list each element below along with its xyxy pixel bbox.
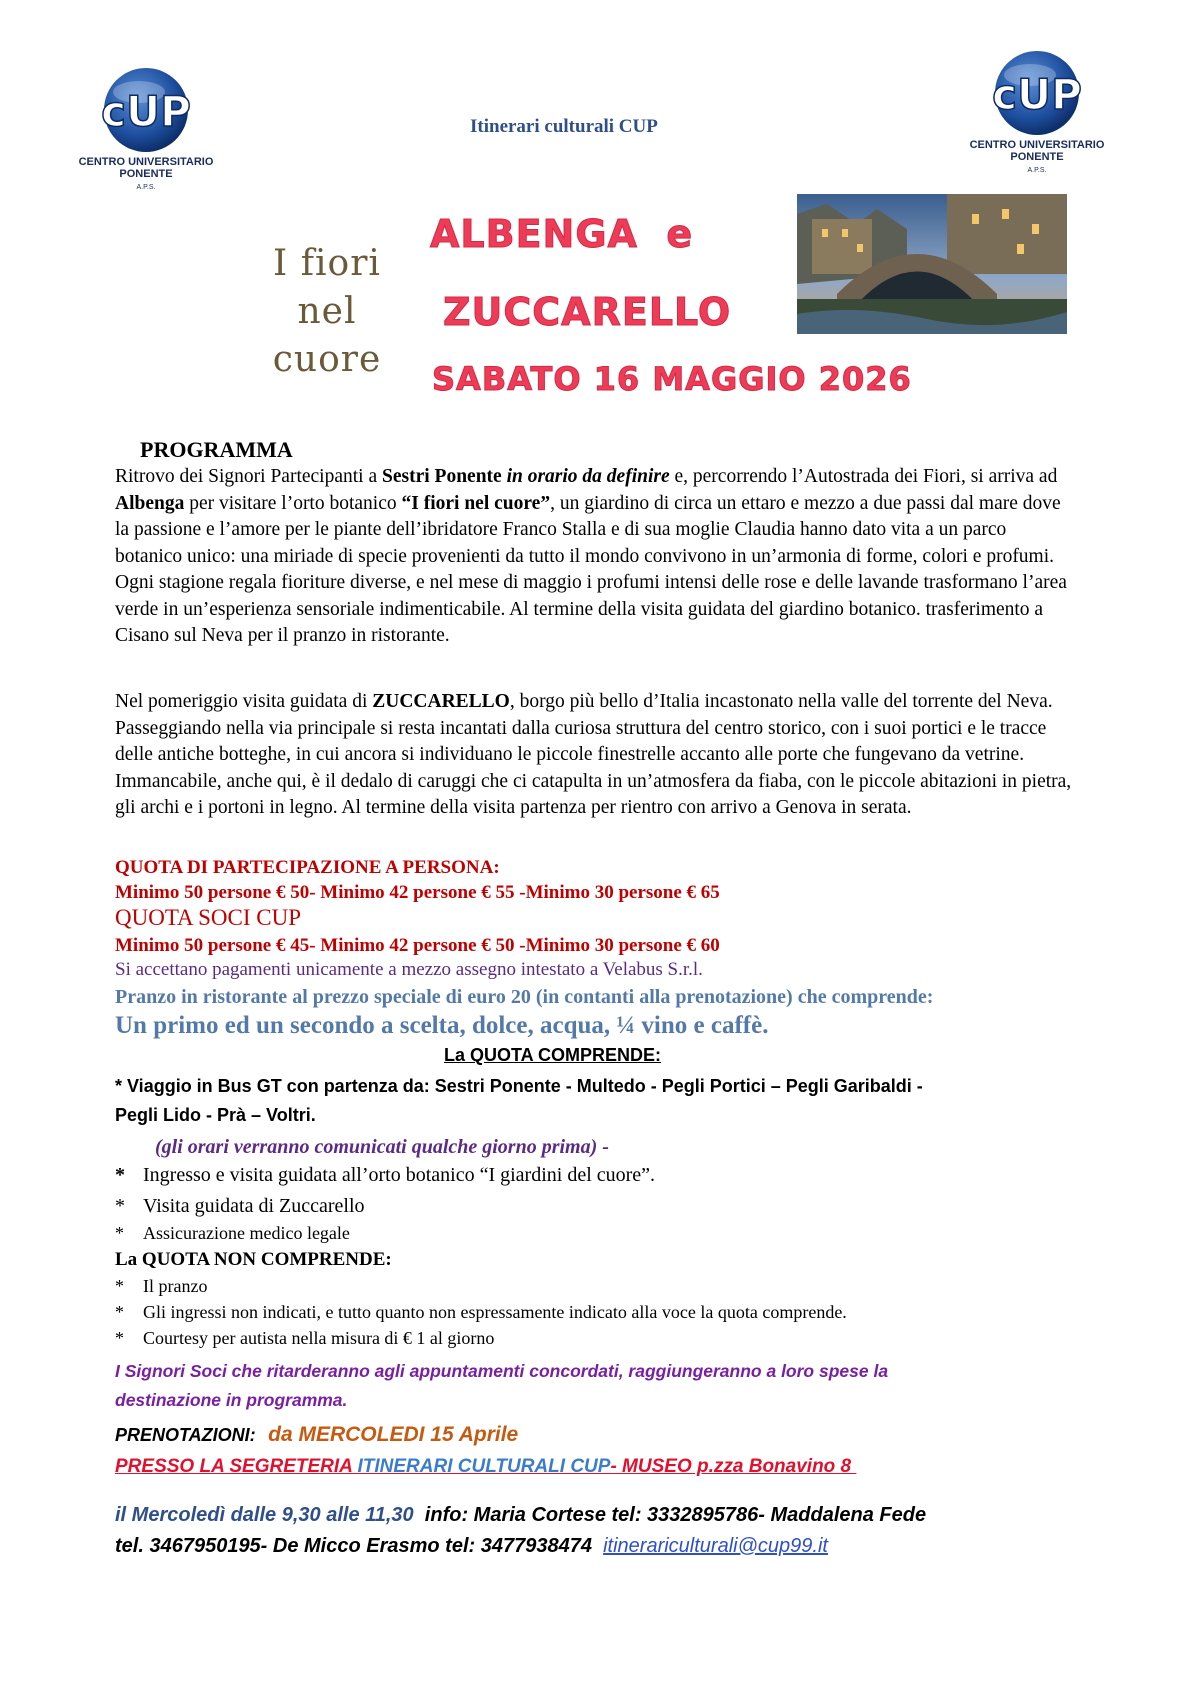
bullet: * xyxy=(115,1276,124,1296)
fiori-nel-cuore-logo xyxy=(252,240,402,384)
p1-orario: in orario da definire xyxy=(506,466,670,487)
orari-note: (gli orari verranno comunicati qualche giorno prima) - xyxy=(155,1136,609,1158)
non-comprende-item-3 xyxy=(115,1328,494,1349)
header-title: Itinerari culturali CUP xyxy=(470,116,658,137)
non-comprende-item-text: Gli ingressi non indicati, e tutto quanto non espressamente indicato alla voce la quota comprende. xyxy=(143,1302,847,1322)
notice-line-2: destinazione in programma. xyxy=(115,1390,348,1410)
office-hours: il Mercoledì dalle 9,30 alle 11,30 xyxy=(115,1504,414,1526)
museo-address: - MUSEO p.zza Bonavino 8 xyxy=(610,1456,857,1477)
presso-segreteria: PRESSO LA SEGRETERIA xyxy=(115,1456,358,1477)
cup-logo-icon xyxy=(962,47,1112,137)
zuccarello-bridge-photo xyxy=(797,194,1067,334)
p2-text-2: , borgo più bello d’Italia incastonato nella valle del torrente del Neva. Passeggiando nella via principale si resta incantati dalla curiosa struttura del centro storico, con i suoi portici e le tracce delle antiche botteghe, in cui ancora si individuano le piccole finestrelle accanto alle porte che fungevano da vetrine. Immancabile, anche qui, è il dedalo di caruggi che ci catapulta in un’atmosfera da fiaba, con le piccole abitazioni in pietra, gli archi e i portoni in legno. Al termine della visita partenza per rientro con arrivo a Genova in serata. xyxy=(115,691,1072,818)
contact-info-1: info: Maria Cortese tel: 3332895786- Maddalena Fede xyxy=(413,1504,927,1526)
comprende-item-3 xyxy=(115,1223,350,1244)
p2-zuccarello: ZUCCARELLO xyxy=(372,691,510,712)
quota-soci-title: QUOTA SOCI CUP xyxy=(115,905,302,930)
fiori-line-2: nel xyxy=(297,291,357,332)
cup-logo-icon xyxy=(71,64,221,154)
itinerari-culturali: ITINERARI CULTURALI CUP xyxy=(357,1456,611,1477)
non-comprende-item-2 xyxy=(115,1302,847,1323)
programma-paragraph-1 xyxy=(115,464,1075,650)
logo-line-2: PONENTE xyxy=(1010,151,1064,163)
cup-logo-left xyxy=(71,64,221,194)
bus-line-2: Pegli Lido - Prà – Voltri. xyxy=(115,1105,316,1125)
p1-text-2: e, percorrendo l’Autostrada dei Fiori, si arriva ad xyxy=(669,466,1058,487)
logo-line-3: A.P.S. xyxy=(136,184,156,191)
quota-soci-prices: Minimo 50 persone € 45- Minimo 42 persone € 50 -Minimo 30 persone € 60 xyxy=(115,935,720,956)
non-comprende-item-text: Courtesy per autista nella misura di € 1 al giorno xyxy=(143,1328,495,1348)
prenotazioni-line xyxy=(115,1423,518,1447)
logo-line-1: CENTRO UNIVERSITARIO xyxy=(969,139,1105,151)
programma-paragraph-2 xyxy=(115,689,1075,822)
bridge-photo-illustration xyxy=(797,194,1067,334)
contact-line-1 xyxy=(115,1504,926,1527)
bullet: * xyxy=(115,1223,124,1243)
bullet: * xyxy=(115,1195,125,1217)
p1-sestri: Sestri Ponente xyxy=(382,466,502,487)
non-comprende-item-text: Il pranzo xyxy=(143,1276,208,1296)
prenotazioni-date: da MERCOLEDI 15 Aprile xyxy=(268,1423,519,1446)
contact-info-2: tel. 3467950195- De Micco Erasmo tel: 3477938474 xyxy=(115,1535,604,1557)
p1-fiori: “I fiori nel cuore” xyxy=(401,492,551,514)
logo-line-1: CENTRO UNIVERSITARIO xyxy=(78,156,214,168)
comprende-item-text: Visita guidata di Zuccarello xyxy=(143,1195,365,1217)
fiori-line-1: I fiori xyxy=(273,243,381,284)
p1-text: Ritrovo dei Signori Partecipanti a xyxy=(115,466,382,487)
notice-line-1: I Signori Soci che ritarderanno agli appuntamenti concordati, raggiungeranno a loro spese la xyxy=(115,1361,889,1381)
cup-logo-right xyxy=(962,47,1112,177)
non-comprende-item-1 xyxy=(115,1276,207,1297)
title-albenga: ALBENGA e xyxy=(430,212,694,256)
bullet: * xyxy=(115,1328,124,1348)
payment-note: Si accettano pagamenti unicamente a mezzo assegno intestato a Velabus S.r.l. xyxy=(115,959,703,980)
comprende-title: La QUOTA COMPRENDE: xyxy=(444,1045,662,1065)
logo-line-2: PONENTE xyxy=(119,168,173,180)
presso-line xyxy=(115,1456,856,1478)
svg-text:cUP: cUP xyxy=(101,87,191,136)
p1-albenga: Albenga xyxy=(115,492,185,514)
comprende-item-1 xyxy=(115,1164,655,1187)
comprende-item-text: Ingresso e visita guidata all’orto botanico “I giardini del cuore”. xyxy=(143,1164,656,1186)
bullet: * xyxy=(115,1302,124,1322)
lunch-line-1: Pranzo in ristorante al prezzo speciale di euro 20 (in contanti alla prenotazione) che comprende: xyxy=(115,986,934,1008)
title-date: SABATO 16 MAGGIO 2026 xyxy=(432,360,912,398)
email-link[interactable]: itinerariculturali@cup99.it xyxy=(603,1535,828,1557)
p1-text-3: per visitare l’orto botanico xyxy=(184,492,402,514)
bus-line-1: * Viaggio in Bus GT con partenza da: Sestri Ponente - Multedo - Pegli Portici – Pegli Garibaldi - xyxy=(115,1076,923,1096)
programma-heading: PROGRAMMA xyxy=(140,437,293,462)
logo-line-3: A.P.S. xyxy=(1027,167,1047,174)
comprende-item-text: Assicurazione medico legale xyxy=(143,1223,350,1243)
bullet: * xyxy=(115,1164,125,1186)
comprende-item-2 xyxy=(115,1195,365,1218)
lunch-line-2: Un primo ed un secondo a scelta, dolce, acqua, ¼ vino e caffè. xyxy=(115,1012,769,1039)
quota-partecipazione-title: QUOTA DI PARTECIPAZIONE A PERSONA: xyxy=(115,857,500,878)
p1-text-4: , un giardino di circa un ettaro e mezzo a due passi dal mare dove la passione e l’amore per le piante dell’ibridatore Franco Stalla e di sua moglie Claudia hanno dato vita a un parco botanico unico: una miriade di specie provenienti da tutto il mondo convivono in un’armonia di forme, colori e profumi. Ogni stagione regala fioriture diverse, e nel mese di maggio i profumi intensi delle rose e delle lavande trasformano l’area verde in un’esperienza sensoriale indimenticabile. Al termine della visita guidata del giardino botanico. trasferimento a Cisano sul Neva per il pranzo in ristorante. xyxy=(115,492,1067,646)
quota-partecipazione-prices: Minimo 50 persone € 50- Minimo 42 persone € 55 -Minimo 30 persone € 65 xyxy=(115,882,720,903)
prenotazioni-label: PRENOTAZIONI: xyxy=(115,1425,256,1445)
svg-text:cUP: cUP xyxy=(992,70,1082,119)
title-zuccarello: ZUCCARELLO xyxy=(443,290,732,334)
non-comprende-title: La QUOTA NON COMPRENDE: xyxy=(115,1249,392,1270)
p2-text: Nel pomeriggio visita guidata di xyxy=(115,691,373,712)
contact-line-2 xyxy=(115,1535,828,1558)
fiori-line-3: cuore xyxy=(272,339,382,380)
